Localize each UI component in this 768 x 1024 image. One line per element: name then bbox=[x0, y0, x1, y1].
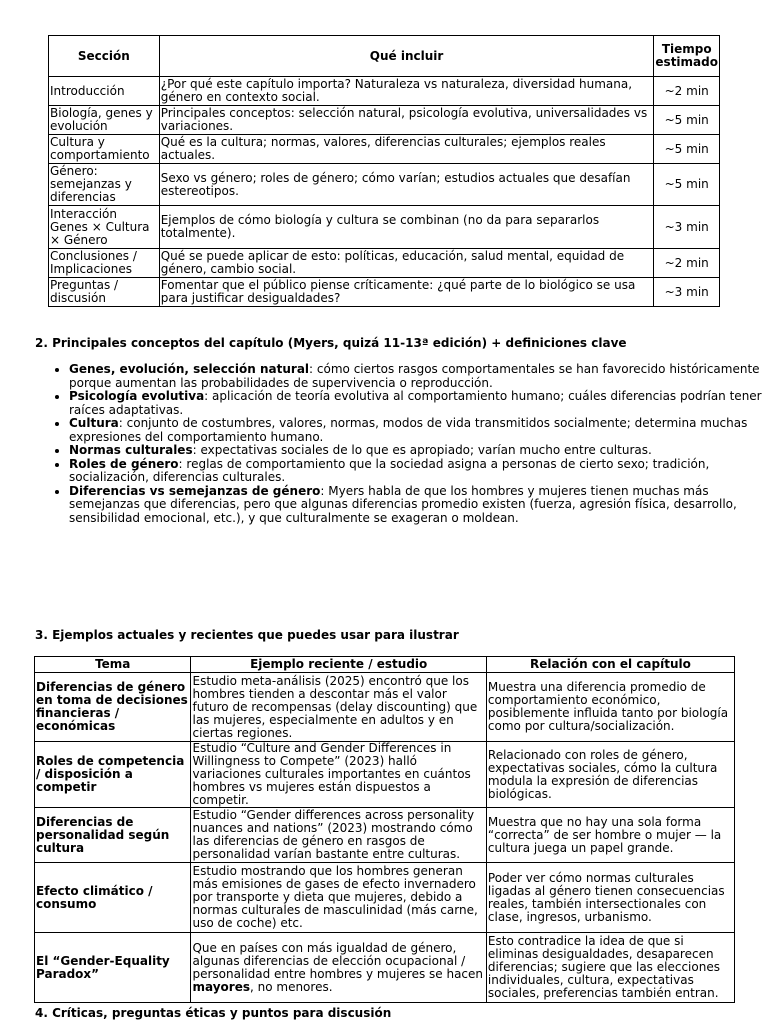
concept-term: Genes, evolución, selección natural bbox=[69, 362, 310, 376]
concept-term: Psicología evolutiva bbox=[69, 389, 205, 403]
concept-term: Cultura bbox=[69, 416, 119, 430]
examples-cell-ejemplo bbox=[191, 673, 486, 742]
outline-cell-tiempo: ~3 min bbox=[654, 206, 720, 249]
examples-header-relacion: Relación con el capítulo bbox=[486, 657, 734, 673]
examples-cell-relacion: Poder ver cómo normas culturales ligadas al género tienen consecuencias reales, también intersectionales con clase, ingresos, urbanismo. bbox=[486, 863, 734, 933]
examples-cell-tema: Roles de competencia / disposición a competir bbox=[35, 742, 191, 808]
list-item bbox=[69, 417, 768, 444]
table-row bbox=[35, 863, 735, 933]
table-row bbox=[35, 742, 735, 808]
outline-cell-contenido: Ejemplos de cómo biología y cultura se combinan (no da para separarlos totalmente). bbox=[159, 206, 654, 249]
outline-cell-seccion: Interacción Genes × Cultura × Género bbox=[49, 206, 160, 249]
outline-cell-contenido: ¿Por qué este capítulo importa? Naturaleza vs naturaleza, diversidad humana, género en contexto social. bbox=[159, 77, 654, 106]
ejemplo-text: Estudio meta-análisis (2025) encontró que los hombres tienden a descontar más el valor futuro de recompensas (delay discounting) que las mujeres, especialmente en adultos y en ciertas regiones. bbox=[192, 673, 478, 740]
outline-cell-tiempo: ~2 min bbox=[654, 77, 720, 106]
concept-definition: : cómo ciertos rasgos comportamentales se han favorecido históricamente porque aumentan las probabilidades de supervivencia o reproducción. bbox=[69, 362, 760, 390]
list-item bbox=[69, 363, 768, 390]
concept-term: Roles de género bbox=[69, 456, 179, 471]
outline-row bbox=[49, 249, 720, 278]
outline-cell-seccion: Cultura y comportamiento bbox=[49, 135, 160, 164]
outline-cell-tiempo: ~5 min bbox=[654, 106, 720, 135]
examples-header-ejemplo: Ejemplo reciente / estudio bbox=[191, 657, 486, 673]
outline-cell-tiempo: ~2 min bbox=[654, 249, 720, 278]
examples-cell-relacion: Muestra una diferencia promedio de comportamiento económico, posiblemente influida tanto por biología como por cultura/socialización. bbox=[486, 673, 734, 742]
examples-header-row bbox=[35, 657, 735, 673]
outline-cell-tiempo: ~3 min bbox=[654, 278, 720, 307]
outline-row bbox=[49, 106, 720, 135]
outline-table bbox=[48, 35, 720, 307]
list-item bbox=[69, 485, 768, 526]
outline-cell-tiempo: ~5 min bbox=[654, 164, 720, 206]
outline-row bbox=[49, 135, 720, 164]
concept-term: Normas culturales bbox=[69, 443, 193, 457]
ejemplo-text: Estudio “Gender differences across personality nuances and nations” (2023) mostrando cómo las diferencias de género en rasgos de personalidad varían bastante entre culturas. bbox=[192, 808, 475, 861]
outline-header-row bbox=[49, 36, 720, 77]
outline-cell-contenido: Qué se puede aplicar de esto: políticas, educación, salud mental, equidad de género, cambio social. bbox=[159, 249, 654, 278]
section-3-heading: 3. Ejemplos actuales y recientes que puedes usar para ilustrar bbox=[35, 628, 459, 642]
concept-term: Diferencias vs semejanzas de género bbox=[69, 483, 321, 498]
table-row bbox=[35, 933, 735, 1003]
ejemplo-emphasis: mayores bbox=[192, 979, 250, 994]
outline-row bbox=[49, 278, 720, 307]
outline-header-seccion: Sección bbox=[49, 36, 160, 77]
outline-header-tiempo: Tiempo estimado bbox=[654, 36, 720, 77]
ejemplo-text: Que en países con más igualdad de género, algunas diferencias de elección ocupacional / personalidad entre hombres y mujeres se hacen bbox=[192, 940, 484, 981]
ejemplo-tail: , no menores. bbox=[249, 979, 333, 994]
outline-cell-contenido: Fomentar que el público piense críticamente: ¿qué parte de lo biológico se usa para justificar desigualdades? bbox=[159, 278, 654, 307]
outline-row bbox=[49, 164, 720, 206]
outline-header-que-incluir: Qué incluir bbox=[159, 36, 654, 77]
examples-cell-tema: Diferencias de personalidad según cultura bbox=[35, 808, 191, 863]
concepts-list bbox=[35, 363, 768, 525]
list-item bbox=[69, 390, 768, 417]
examples-cell-ejemplo bbox=[191, 863, 486, 933]
examples-cell-relacion: Muestra que no hay una sola forma “correcta” de ser hombre o mujer — la cultura juega un papel grande. bbox=[486, 808, 734, 863]
examples-cell-ejemplo bbox=[191, 808, 486, 863]
examples-cell-tema: Efecto climático / consumo bbox=[35, 863, 191, 933]
section-2-heading: 2. Principales conceptos del capítulo (Myers, quizá 11-13ª edición) + definiciones clave bbox=[35, 336, 627, 350]
outline-cell-seccion: Género: semejanzas y diferencias bbox=[49, 164, 160, 206]
concept-definition: : aplicación de teoría evolutiva al comportamiento humano; cuáles diferencias podrían tener raíces adaptativas. bbox=[69, 389, 762, 417]
examples-cell-tema: El “Gender-Equality Paradox” bbox=[35, 933, 191, 1003]
outline-row bbox=[49, 206, 720, 249]
table-row bbox=[35, 808, 735, 863]
concept-definition: : expectativas sociales de lo que es apropiado; varían mucho entre culturas. bbox=[192, 443, 652, 457]
outline-cell-seccion: Preguntas / discusión bbox=[49, 278, 160, 307]
ejemplo-text: Estudio “Culture and Gender Differences in Willingness to Compete” (2023) halló variaciones culturales importantes en cuántos hombres vs mujeres están dispuestos a competir. bbox=[192, 741, 471, 807]
ejemplo-text: Estudio mostrando que los hombres generan más emisiones de gases de efecto invernadero por transporte y dieta que mujeres, debido a normas culturales de masculinidad (más carne, uso de coche) etc. bbox=[192, 864, 478, 930]
outline-cell-contenido: Principales conceptos: selección natural, psicología evolutiva, universalidades vs variaciones. bbox=[159, 106, 654, 135]
outline-cell-contenido: Sexo vs género; roles de género; cómo varían; estudios actuales que desafían estereotipos. bbox=[159, 164, 654, 206]
examples-cell-relacion: Relacionado con roles de género, expectativas sociales, cómo la cultura modula la expresión de diferencias biológicas. bbox=[486, 742, 734, 808]
concept-definition: : conjunto de costumbres, valores, normas, modos de vida transmitidos socialmente; determina muchas expresiones del comportamiento humano. bbox=[69, 416, 748, 444]
examples-cell-relacion: Esto contradice la idea de que si eliminas desigualdades, desaparecen diferencias; sugiere que las elecciones individuales, cultura, expectativas sociales, preferencias también entran. bbox=[486, 933, 734, 1003]
outline-row bbox=[49, 77, 720, 106]
examples-table bbox=[34, 656, 735, 1003]
examples-cell-ejemplo bbox=[191, 742, 486, 808]
outline-cell-seccion: Biología, genes y evolución bbox=[49, 106, 160, 135]
concept-definition: : reglas de comportamiento que la sociedad asigna a personas de cierto sexo; tradición, socialización, diferencias culturales. bbox=[69, 456, 710, 484]
examples-header-tema: Tema bbox=[35, 657, 191, 673]
list-item bbox=[69, 444, 768, 458]
concept-definition: : Myers habla de que los hombres y mujeres tienen muchas más semejanzas que diferencias, pero que algunas diferencias promedio existen (fuerza, agresión física, desarrollo, sensibilidad emocional, etc.), y que culturalmente se exageran o moldean. bbox=[69, 483, 737, 525]
list-item bbox=[69, 458, 768, 485]
outline-cell-seccion: Introducción bbox=[49, 77, 160, 106]
examples-cell-ejemplo bbox=[191, 933, 486, 1003]
examples-cell-tema: Diferencias de género en toma de decisiones financieras / económicas bbox=[35, 673, 191, 742]
outline-cell-contenido: Qué es la cultura; normas, valores, diferencias culturales; ejemplos reales actuales. bbox=[159, 135, 654, 164]
table-row bbox=[35, 673, 735, 742]
section-4-heading: 4. Críticas, preguntas éticas y puntos para discusión bbox=[35, 1006, 392, 1020]
outline-cell-seccion: Conclusiones / Implicaciones bbox=[49, 249, 160, 278]
outline-cell-tiempo: ~5 min bbox=[654, 135, 720, 164]
